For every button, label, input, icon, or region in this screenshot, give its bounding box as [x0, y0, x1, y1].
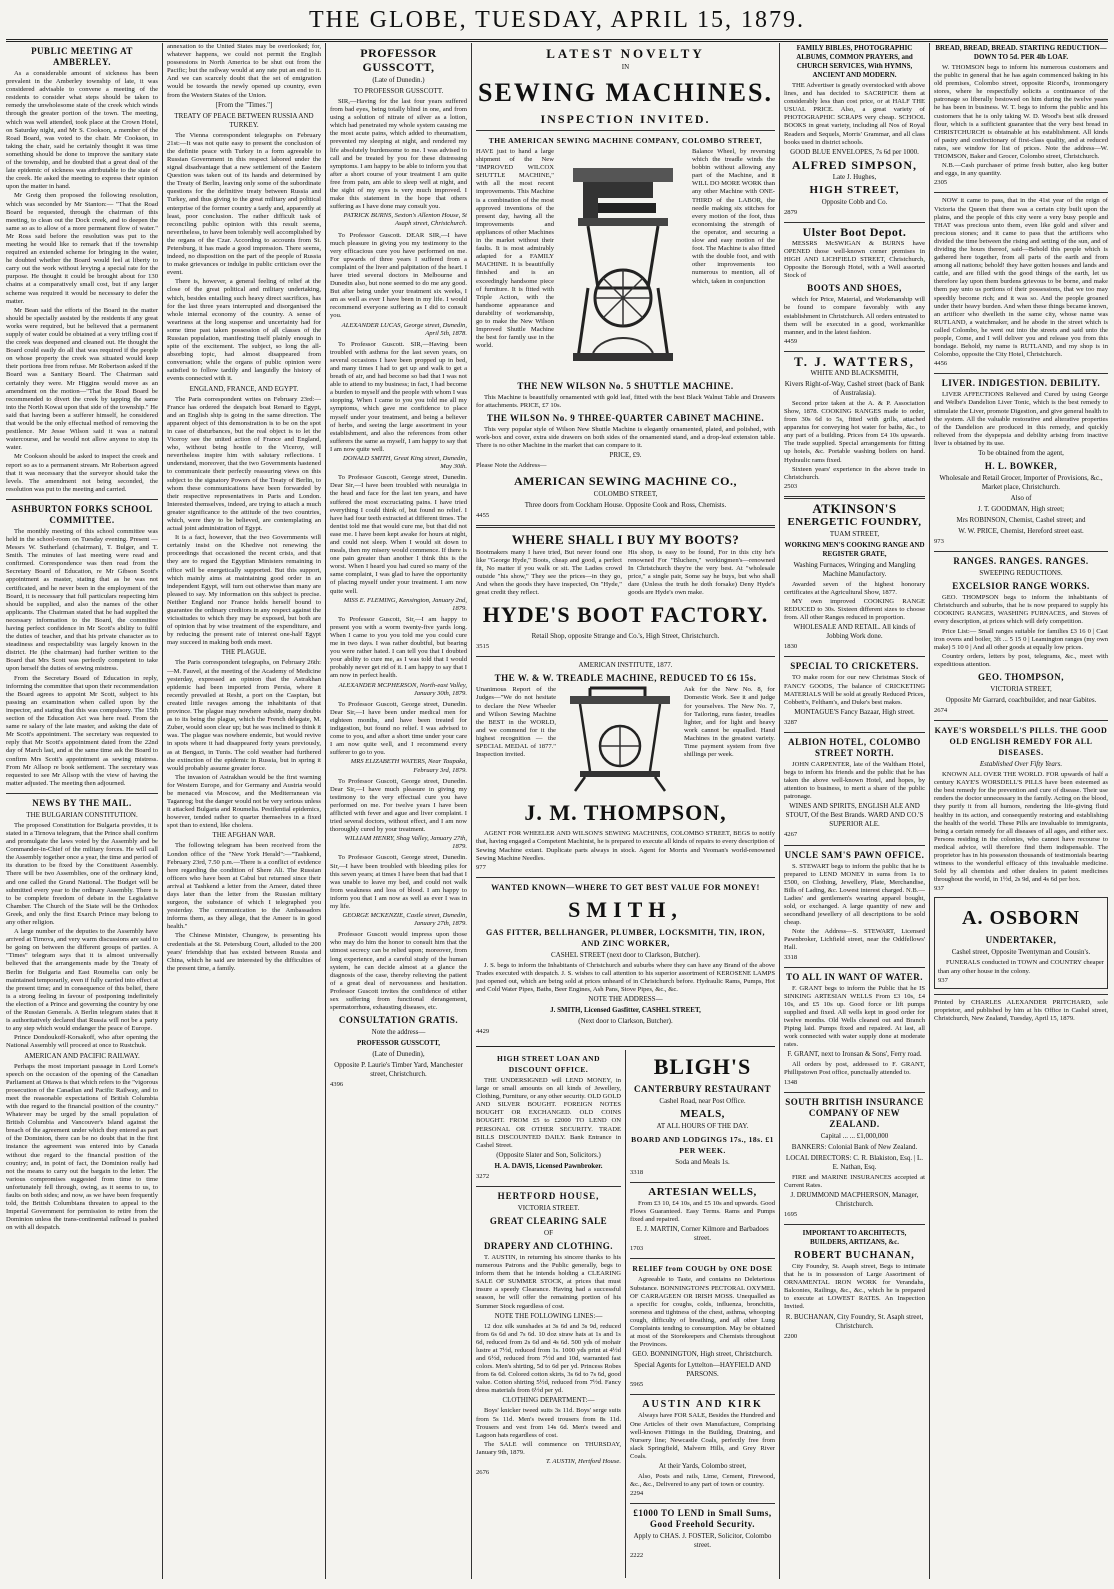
- ad-paragraph: Note the Address—S. STEWART, Licensed Pawnbroker, Lichfield street, near the Oddfellows' Hall.: [784, 928, 925, 952]
- ad-title-large: HYDE'S BOOT FACTORY.: [482, 602, 769, 628]
- ad-title: ENERGETIC FOUNDRY,: [787, 515, 922, 528]
- article-paragraph: The Paris correspondent telegraphs, on February 26th:—M. Fauvel, at the meeting of the Academy of Medicine yesterday, expressed an opinion that the Astrakhan epidemic had been imported from Persia, where it recently prevailed at Resht, a port on the Caspian, but created little ravages among the inhabitants of that province. The plague may nowhere subside, many doubts as to its being the plague, which the French delegate, M. Zuber, would soon clear up; but he was inclined to think it was. The plague was nowhere endemic, but would revive in spots where it had disappeared forty years previously, as at Bengazi, in Tunis. The cold weather had furthered the extinction of the epidemic in Russia, but in spring it would probably assume greater force.: [167, 659, 321, 772]
- ad-paragraph: Always have FOR SALE, Besides the Hundred and One Articles of their own Manufacture, Comprising well-known Fittings in the Building, Draining, and Nursery line; Newcastle Coals, perfectly free from slack Springfield, Malvern Hills, and Grey River Coals.: [630, 1412, 775, 1460]
- ad-heading: WORKING MEN'S COOKING RANGE AND REGISTER GRATE,: [784, 540, 925, 558]
- ad-heading: UNDERTAKER,: [985, 935, 1057, 946]
- ad-ref: 2294: [630, 1490, 644, 1498]
- ad-paragraph: This very popular style of Wilson New Shuttle Machine is elegantly ornamented, plated, and polished, with work-box and cover, extra side drawers on both sides of the ornamented stand, and a drop-leaf extension table. There is no other Machine in the market that can compare to it.: [476, 426, 775, 450]
- testimonial-text: To Professor Guscott, George street, Dunedin. Sir,—I have been troubled with bleeding piles for this seven years; at times I have been that bad that I was unable to leave my bed, and could not walk from weakness and loss of blood. I am happy to inform you that I am now as well as ever I was in my life.: [330, 854, 467, 910]
- testimonial-text: To Professor Guscott. SIR,—Having been troubled with asthma for the last seven years, on several occasions I have been propped up in bed, and many times I had to get up and walk to get a breath of air, and had become so bad that I was not able to attend to my business; in fact, I had become a burden to myself and the people with whom I was stopping. When I came to you you told me all my symptoms, which gave me confidence to place myself under your treatment, and being a believer of herbs, and seeing the large assortment in your establishment, and also the references from other sufferers the same as myself, I am happy to say that I am now quite well.: [330, 340, 467, 453]
- ad-title-large: BLIGH'S: [653, 1054, 752, 1079]
- divider: [6, 793, 158, 794]
- ad-subtitle: WHITE AND BLACKSMITH,: [810, 368, 899, 377]
- ad-paragraph: THE UNDERSIGNED will LEND MONEY, in large or small amounts on all kinds of Jewellery, Clothing, Furniture, or any other security. OLD GOLD AND SILVER BOUGHT. FOREIGN NOTES BOUGHT OR EXCHANGED. OLD COINS BOUGHT. FROM £5 to £2000 TO LEND ON PERSONAL OR OTHER SECURITY. TRADE BILLS DISCOUNTED DAILY. Bank Entrance in Cashel Street.: [476, 1077, 621, 1149]
- ad-signature: J. DRUMMOND MACPHERSON, Manager, Christchurch.: [790, 1190, 919, 1208]
- article-paragraph: Mr Bean said the efforts of the Board in the matter should be specially assisted by the residents if any great works were required, but he believed that a permanent supply of water could be obtained at a very trifling cost if the creek was deepened and cleaned out. He thought the Board could easily do all that was required if the people on whose property the creek was situated would keep their portions free from refuse. Mr Robertson asked if the Board was a Sanitary Board. The Chairman said certainly they were. Mr Higgins would move as an amendment on the motion—"That the Road Board be recommended to divert the creek by tapping the same into the North Kowai upon that side of the township." He said that having been a sufferer himself, he considered that would be the only effectual method of removing the pestilence. Mr Jesse Wilson said it was a natural watercourse, and he would not allow anyone to stop its water.: [6, 306, 158, 452]
- testimonial-signature: GEORGE MCKENZIE, Castle street, Dunedin, January 27th, 1879.: [342, 912, 467, 928]
- column-5: [784, 43, 925, 1579]
- ad-title: AUSTIN AND KIRK: [642, 1399, 763, 1411]
- ad-address: (Opposite Slater and Son, Solicitors.): [496, 1150, 601, 1159]
- ad-subheading: CLOTHING DEPARTMENT:—: [502, 1396, 595, 1405]
- ad-address: Opposite P. Laurie's Timber Yard, Manchester street, Christchurch.: [334, 1061, 463, 1079]
- divider: [476, 525, 775, 528]
- ad-heading: CONSULTATION GRATIS.: [338, 1015, 459, 1026]
- ad-paragraph: MESSRS McSWIGAN & BURNS have OPENED those well-known corner premises in HIGH AND LICHFIELD STREET, Christchurch, Opposite the Borough Hotel, with a Well assorted Stock of: [784, 239, 925, 280]
- divider: [934, 994, 1108, 995]
- ad-address: Opposite Cobb and Co.: [821, 197, 888, 206]
- treadle-machine-illustration: [560, 686, 680, 796]
- article-subheading: THE AFGHAN WAR.: [212, 831, 276, 840]
- article-paragraph: Perhaps the most important passage in Lord Lorne's speech on the occasion of the opening of the Canadian Parliament at Ottawa is that which refers to the "vigorous prosecution of the Canadian and Pacific Railway, and to meet the reasonable expectations of British Columbia with due regard to the financial position of the country." Whatever may be urged by the small population of British Columbia and Vancouver's Island against the breach of the agreement under which they entered as part of the Dominion, there can be no doubt that in the first instance the agreement was entered into by Canada without due regard to the financial position of the country; and, in point of fact, the Dominion really had not the means to carry out the bargain to the letter. The various compromises suggested from time to time unfortunately fell through, owing, as it seems to us, to faults on both sides; and now, as we have been frequently told, the British Columbians threaten to appeal to the Imperial Government for permission to retire from the Dominion unless the trans-continental railroad is pushed on with all despatch.: [6, 1062, 158, 1232]
- ad-heading: UNCLE SAM'S PAWN OFFICE.: [784, 849, 925, 860]
- ad-ref: 5965: [630, 1381, 644, 1389]
- testimonial-signature: ALEXANDER LUCAS, George street, Dunedin, April 5th, 1878.: [341, 321, 467, 337]
- ad-ref: 4455: [476, 511, 490, 519]
- ad-ref: 1695: [784, 1210, 798, 1218]
- ad-paragraph: HAVE just to hand a large shipment of the New "IMPROVED WILCOX SHUTTLE MACHINE," with all the most recent improvements. This Machine is a combination of the most approved inventions of the present day, having all the improvements and appliances of other Machines in the market without their faults. It is most admirably adapted for a FAMILY MACHINE. It is beautifully finished and is an exceedingly handsome piece of furniture. It is fitted with Triple Action, with the handsome appearance and durability of workmanship, go to make the New Wilson Improved Shuttle Machine the best for family use in the world.: [476, 148, 554, 350]
- masthead-title: THE GLOBE, TUESDAY, APRIL 15, 1879.: [308, 7, 806, 33]
- article-paragraph: The Vienna correspondent telegraphs on February 21st:—It was not quite easy to present the conclusion of the definite peace with Turkey in a form agreeable to Russian Government in this respect labored under the signal disadvantage that a new settlement of the Eastern Question was taken out of its hands and determined by the Treaty of Berlin, leaving only some of the subordinate questions for the definitive treaty between Russia and Turkey, and thus giving to the great military and political enterprise of the former country a tardy and, apparently at least, poor conclusion. The rather difficult task of reconciling public opinion with this result seems, nevertheless, to have been tolerably well accomplished by the organs of the Czar. According to accounts from St. Petersburg, it has made a good impression. There seems, indeed, no disposition on the part of the people of Russia to make grievances or indulge in public criticism over the event.: [167, 131, 321, 277]
- ad-paragraph: TO make room for our new Christmas Stock of FANCY GOODS, The balance of CRICKETING MATERIALS Will be sold at greatly Reduced Prices, Cobbett's, Feltham's, and Duke's best makes.: [784, 674, 925, 706]
- ad-heading: HIGH STREET LOAN AND DISCOUNT OFFICE.: [496, 1054, 600, 1074]
- ad-paragraph: Agreeable to Taste, and contains no Deleterious Substance. BONNINGTON'S PECTORAL OXYMEL OF CARRAGEEN OR IRISH MOSS. Unequalled as a specific for coughs, colds, influenza, bronchitis, soreness and tightness of the chest, asthma, whooping cough, difficulty of breathing, and all other Lung Complaints tending to consumption. May be obtained at most of the Storekeepers and Chemists throughout the Provinces.: [630, 1276, 775, 1349]
- article-headline: ASHBURTON FORKS SCHOOL COMMITTEE.: [11, 503, 153, 525]
- ad-address: (Late of Dunedin),: [372, 1050, 425, 1059]
- ad-heading: KAYE'S WORSDELL'S PILLS. THE GOOD OLD ENGLISH REMEDY FOR ALL DISEASES.: [934, 726, 1108, 758]
- divider: [934, 551, 1108, 552]
- imprint: Printed by CHARLES ALEXANDER PRITCHARD, sole proprietor, and published by him at his Office in Cashel street, Christchurch, New Zealand, Tuesday, April 15, 1879.: [934, 998, 1108, 1022]
- testimonial-text: To Professor Guscott. DEAR SIR,—I have much pleasure in giving you my testimony to the very efficacious cure you have performed on me. For upwards of three years I suffered from a complaint of the liver and palpitation of the heart. I have tried several doctors in Melbourne and Dunedin also, but none seemed to do me any good. But after being under your treatment six weeks, I am as well as ever I have been in my life. I would recommend everyone suffering as I did to consult you.: [330, 231, 467, 320]
- ad-heading: DRAPERY AND CLOTHING.: [483, 1240, 614, 1251]
- column-4-lower-right: [630, 1050, 775, 1578]
- ad-subtitle: WINES AND SPIRITS, ENGLISH ALE AND STOUT, Of the Best Brands. WARD AND CO.'S SUPERIOR ALE.: [785, 802, 924, 829]
- ad-heading: CANTERBURY RESTAURANT: [634, 1084, 771, 1094]
- article-paragraph: annexation to the United States may be overlooked; for, whatever happens, we could not permit the English possessions in North America to be shut out from the Pacific; but the railway would at any rate put an end to it. And we can scarcely doubt that the set of emigration would be towards the newly opened up country, even from the Western States of the Union.: [167, 43, 321, 99]
- ad-ref: 3318: [784, 953, 798, 961]
- ad-paragraph: City Foundry, St. Asaph street, Begs to intimate that he is in possession of Large Assortment of ORNAMENTAL IRON WORK for Verandahs, Balconies, Railings, &c., &c., which he is prepared to execute at LOWEST RATES. An Inspection Invited.: [784, 1262, 925, 1311]
- testimonial-signature: PATRICK BURNS, Sexton's Allenton House, St Asaph street, Christchurch.: [343, 212, 467, 228]
- ad-heading: NOTE THE ADDRESS—: [588, 995, 663, 1004]
- ad-ref: 3287: [784, 718, 798, 726]
- ad-heading: THE AMERICAN SEWING MACHINE COMPANY, COLOMBO STREET,: [488, 136, 763, 145]
- ad-paragraph: T. AUSTIN, in returning his sincere thanks to his numerous Patrons and the Public generally, begs to inform them that he intends holding a CLEARING SALE OF SUMMER STOCK, at prices that must insure a speedy Clearance. Having had a successful season, he will offer the remaining portion of his Summer Stock regardless of cost.: [476, 1253, 621, 1310]
- divider: [784, 656, 925, 657]
- column-rule: [162, 43, 163, 1579]
- article-subheading: THE BULGARIAN CONSTITUTION.: [26, 810, 138, 819]
- ad-paragraph: Balance Wheel, by reversing which the treadle winds the bobbin without allowing any part of the Machine, and it WILL DO MORE WORK than any other Machine with ONE-THIRD of the LABOR, the needle making six stitches for every motion of the foot, thus economising the strength of the operator, and securing a slow and easy motion of the foot. The Machine is also fitted with the double foot, and with other improvements too numerous to mention, all of which, taken in conjunction: [692, 148, 775, 285]
- ad-subtitle: Wholesale and Retail Grocer, Importer of Provisions, &c., Market place, Christchurch.: [939, 474, 1103, 492]
- ad-address: COLOMBO STREET,: [593, 489, 658, 498]
- ad-ref: 1348: [784, 1078, 798, 1086]
- testimonial-signature: WILLIAM HENRY, Shag Valley, January 27th, 1879.: [344, 835, 467, 851]
- testimonial-text: SIR,—Having for the last four years suffered from bad eyes, being totally blind in one, and from using a solution of nitrate of silver as a lotion, which had penetrated my whole system causing me the most acute pains, which added to rheumatism, prevented my sleeping at night, and rendered my life absolutely burdensome to me. I was advised to call and be treated by you for these distressing symptoms. I am happy to be able to inform you that after a short course of your treatment I am quite free from pain, am able to sleep well at night, and the sight of my eyes is very much improved. I make this statement in the hope that others suffering as I have done may consult you.: [330, 98, 467, 211]
- ad-title-large: SMITH,: [568, 896, 683, 922]
- masthead-rule: [6, 39, 1108, 40]
- ad-ref: 2674: [934, 706, 948, 714]
- ad-address: VICTORIA STREET.: [517, 1203, 580, 1212]
- ad-paragraph: Please Note the Address—: [476, 462, 547, 470]
- ad-heading: BREAD, BREAD, BREAD. STARTING REDUCTION—DOWN TO 5d. PER 4lb LOAF.: [935, 44, 1107, 61]
- ad-ref: 2200: [784, 1332, 798, 1340]
- ad-verse: His shop, is easy to be found, For in this city he's renowned For "Bluchers," workingmen's—renowned In Christchurch they're the very best. At "wholesale price," a single pair, Some say he buys, but who shall dare (Unless the truth he doth forsake) Deny Hyde's goods are Hyde's own make.: [628, 548, 775, 597]
- ad-heading: THE NEW WILSON No. 5 SHUTTLE MACHINE.: [517, 381, 734, 391]
- ad-heading: WANTED KNOWN—WHERE TO GET BEST VALUE FOR MONEY!: [491, 882, 760, 892]
- ad-ref: 2503: [784, 482, 798, 490]
- ad-heading: RELIEF from COUGH by ONE DOSE: [632, 1264, 773, 1274]
- ad-signature: F. GRANT, next to Ironsan & Sons', Ferry road.: [787, 1050, 922, 1059]
- ad-title: HERTFORD HOUSE,: [497, 1190, 600, 1201]
- ad-subtitle: LOCAL DIRECTORS: C. R. Blakiston, Esq. | L. E. Nathan, Esq.: [785, 1153, 924, 1171]
- ad-subtitle: Also of: [1010, 494, 1032, 503]
- ad-paragraph: Ask for the New No. 8, for Domestic Work. See it and judge for yourselves. The New No. 7, for Tailoring, runs faster, treadles lighter, and for light and heavy work cannot be equalled. Hand Machines in the greatest variety. Time payment system from five shillings per week.: [684, 686, 775, 759]
- ad-ref: 937: [938, 976, 948, 984]
- divider: [476, 877, 775, 878]
- ad-heading: FAMILY BIBLES, PHOTOGRAPHIC ALBUMS, COMMON PRAYERS, and CHURCH SERVICES, With HYMNS, ANCIENT AND MODERN.: [796, 44, 913, 79]
- ad-subtitle: AMERICAN INSTITUTE, 1877.: [578, 661, 673, 670]
- ad-signature: H. A. DAVIS, Licensed Pawnbroker.: [494, 1161, 603, 1170]
- ad-subtitle: GOOD BLUE ENVELOPES, 7s 6d per 1000.: [790, 147, 919, 156]
- ad-heading: SOUTH BRITISH INSURANCE COMPANY OF NEW ZEALAND.: [785, 1096, 924, 1129]
- divider: [934, 192, 1108, 193]
- ad-heading: TO ALL IN WANT OF WATER.: [786, 971, 923, 982]
- article-subheading: ENGLAND, FRANCE, AND EGYPT.: [189, 384, 299, 393]
- ad-paragraph: KNOWN ALL OVER THE WORLD. FOR upwards of half a century KAYE'S WORSDELL'S PILLS have been esteemed as the best remedy for the prevention and cure of disease. Their use renders the doctor unnecessary in the family. Acting on the blood, they purify it from all humors, rendering the life-giving fluid healthy in its action, and consequently restoring and establishing the health of the world. These Pills are invaluable to immigrants, being a certain remedy for all diseases of all ages, and either sex. Persons residing in the colonies, who cannot have recourse to medical advice, will therefore find them indispensable. The proprietor has in his possession thousands of testimonials bearing witness to the wonderful efficacy of this invaluable medicine. Sold by all chemists and other dealers in patent medicines throughout the world, in 1½d, 2s 9d, and 4s 6d per box.: [934, 771, 1108, 884]
- ad-signature: GEO. THOMPSON,: [977, 671, 1065, 682]
- ad-ref: 2676: [476, 1469, 490, 1477]
- ad-subtitle: To be obtained from the agent,: [978, 449, 1064, 458]
- testimonial-text: To Professor Guscott, George street, Dunedin. Dear Sir,—I have been under medical men for eighteen months, and have been treated for indigestion, but found no relief. I was advised to come to you, and after a short time under your care I am now quite well, and I recommend every sufferer to go to you.: [330, 700, 467, 757]
- article-paragraph: The Paris correspondent writes on February 23rd:—France has ordered the despatch boat Renard to Egypt, and an English ship is going in the same direction. The apparent object of this demonstration is to be on the spot in case of disturbances, but the real object is to let the Viceroy see the united action of France and England, who, without being hostile to the Viceroy, will nevertheless inspire him with salutary reflections. I understand, moreover, that the two Governments hastened to communicate their perfectly reassuring views on this subject to the signatory Powers of the Treaty of Berlin, to whom these communications have been forwarded by their respective representatives in Paris and London. Interested themselves, indeed, are trying to attach a much greater significance to the attitude of the two countries, which, were they to be believed, are contemplating an actual joint administration of Egypt.: [167, 395, 321, 533]
- ad-ref: 977: [476, 863, 486, 871]
- ad-heading: EXCELSIOR RANGE WORKS.: [952, 581, 1090, 592]
- ad-signature: J. SMITH, Licensed Gasfitter, CASHEL STREET,: [550, 1006, 701, 1015]
- ad-paragraph: which for Price, Material, and Workmanship will be found to compare favorably with any establishment in Christchurch. All orders entrusted to them will be executed in a good, workmanlike manner, and in the latest fashion.: [784, 296, 925, 336]
- ad-paragraph: Country orders, letters by post, telegrams, &c., meet with expeditious attention.: [934, 652, 1108, 668]
- ad-signature: MONTAGUE'S Fancy Bazaar, High street.: [794, 707, 915, 716]
- ad-title: ROBERT BUCHANAN,: [794, 1249, 915, 1261]
- ad-heading: GREAT CLEARING SALE: [489, 1215, 608, 1226]
- article-paragraph: As a considerable amount of sickness has been prevalent in the Amberley township of late, it was considered advisable to convene a meeting of the residents to consider what steps should be taken to remedy the unwholesome state of the creek which winds through the greater portion of the town. The meeting, which was well attended, took place at the Crown Hotel, on Saturday night, and Mr S. Cookson, a member of the Road Board, was voted to the chair. Mr Cookson, in taking the chair, said he certainly thought it was time something should be done to improve the sanitary state of the township, and he doubted that a great deal of the late epidemic of sickness was attributable to the state of the creek. He asked the meeting to express their opinion upon the matter in hand.: [6, 70, 158, 191]
- ad-paragraph: N.B.—Cash purchaser of prime fresh butter, also keg butter and eggs, in any quantity.: [934, 162, 1108, 178]
- divider: [476, 1186, 621, 1187]
- ad-paragraph: LIVER AFFECTIONS Relieved and Cured by using George and Welbe's Dandelion Liver Tonic, which is the best remedy to stimulate the Liver, promote Digestion, and give general health to the system. All the valuable restorative and alterative properties of the Dandelion are produced in this remedy, and quickly relieved from the dyspepsia and debility arising from inactive liver is obtained by its use.: [934, 391, 1108, 447]
- article-paragraph: Mr Cookson should be asked to inspect the creek and report so as to a permanent stream. Mr Robertson agreed that it was necessary that the surveyor should take the levels. The amendment not being seconded, the resolution was put to the meeting and carried.: [6, 453, 158, 493]
- column-1: [6, 43, 158, 1579]
- ad-address: Cashel Road, near Post Office.: [659, 1097, 746, 1105]
- ad-heading: GAS FITTER, BELLHANGER, PLUMBER, LOCKSMITH, TIN, IRON, AND ZINC WORKER,: [486, 927, 765, 948]
- ad-signature: E. J. MARTIN, Corner Kilmore and Barbadoes street.: [636, 1225, 769, 1243]
- ad-paragraph: FIRE and MARINE INSURANCES accepted at Current Rates.: [784, 1173, 925, 1189]
- ad-heading: TO PROFESSOR GUSSCOTT.: [353, 87, 444, 95]
- ad-heading: THE W. & W. TREADLE MACHINE, REDUCED TO £6 15s.: [494, 673, 757, 684]
- divider: [784, 351, 925, 352]
- ad-subheading: NOTE THE FOLLOWING LINES:—: [494, 1311, 603, 1320]
- divider: [784, 1092, 925, 1093]
- divider: [630, 1503, 775, 1504]
- divider: [784, 845, 925, 846]
- ad-subtitle: Soda and Meals 1s.: [675, 1158, 730, 1166]
- article-paragraph: It is a fact, however, that the two Governments will certainly insist on the Khedive not renewing the proceedings that occasioned the recent crisis, and that they are to regard the Egyptian Ministers remaining in office will be energetically supported. But this support, which mainly aims at maintaining good order in an independent Egypt, will turn out otherwise than many are pleased to say. My information on this subject is precise. Neither England nor France holds herself bound to guarantee the ordinary creditors in any respect against the vicissitudes to which they may be exposed, but both are of opinion that by wise treatment of the expenditure, and by reducing the present rate of interest one-half Egypt may succeed in making both ends meet.: [167, 534, 321, 647]
- ad-title: LATEST NOVELTY: [546, 46, 705, 61]
- ad-heading: BOOTS AND SHOES,: [807, 283, 902, 294]
- ad-signature: Apply to CHAS. J. FOSTER, Solicitor, Colombo street.: [633, 1532, 772, 1550]
- ad-ref: 2879: [784, 208, 798, 216]
- column-rule: [779, 43, 780, 1579]
- ad-paragraph: The SALE will commence on THURSDAY, January 9th, 1879.: [476, 1440, 621, 1456]
- ad-title: ARTESIAN WELLS,: [648, 1186, 757, 1199]
- ad-paragraph: S. STEWART begs to inform the public that he is prepared to LEND MONEY in sums from 1s to £500, on Clothing, Jewellery, Plate, Merchandise, Bills of Lading, &c. Lowest interest charged. N.B.—Ladies' and gentlemen's wearing apparel bought, sold, or exchanged. A large quantity of new and secondhand jewellery of all descriptions to be sold cheap.: [784, 862, 925, 927]
- ad-subtitle: Established Over Fifty Years.: [979, 760, 1063, 769]
- ad-address: Cashel street, Opposite Twentyman and Cousin's.: [951, 948, 1091, 957]
- ad-title: ATKINSON'S: [812, 500, 897, 516]
- ad-ref: 4396: [330, 1081, 344, 1089]
- ad-address: CASHEL STREET (next door to Clarkson, Butcher).: [551, 950, 700, 959]
- article-paragraph: The proposed Constitution for Bulgaria provides, it is stated in a Tirnova telegram, that the Prince shall confirm and promulgate the laws voted by the Assembly and be Commander-in-Chief of the military forces. He will call the Assembly together once a year, the time and period of its duration to be fixed by the Constituent Assembly. There will be two Assemblies, one of the ordinary kind, and one called the Grand National. The Budget will be submitted every year to the ordinary Assembly. There is to be complete freedom of debate in the Legislative Chamber. The Church of the State will be the Orthodox Greek, and only the first Exarch Prince may belong to any other religion.: [6, 821, 158, 926]
- sewing-machine-illustration: [558, 148, 688, 378]
- ad-title-large: A. OSBORN: [962, 907, 1080, 930]
- ad-subtitle: J. T. GOODMAN, High street;: [977, 505, 1065, 514]
- ad-paragraph: Awarded seven of the highest honorary certificates at the Agricultural Show, 1877.: [784, 580, 925, 596]
- column-4: [476, 43, 775, 1048]
- divider: [630, 1182, 775, 1183]
- masthead: [0, 0, 1114, 40]
- column-rule: [929, 43, 930, 1579]
- ad-paragraph: FUNERALS conducted in TOWN and COUNTRY cheaper than any other house in the colony.: [938, 959, 1104, 975]
- divider: [630, 1394, 775, 1395]
- divider: [784, 967, 925, 968]
- ad-ref: 4429: [476, 1028, 490, 1036]
- article-subheading: TREATY OF PEACE BETWEEN RUSSIA AND TURKEY.: [174, 111, 314, 129]
- ad-paragraph: Also, Posts and rails, Lime, Cement, Firewood, &c., &c., Delivered to any part of town or country.: [630, 1472, 775, 1489]
- testimonial-text: To Professor Guscott, George street, Dunedin. Dear Sir,—I have been troubled with neuralgia in the head and face for the last ten years, and have suffered the most excruciating pains. I have tried everything I could think of, but found no relief. I have had four teeth extracted at different times. The dentist told me that would cure me, but that did not ease me. I have been kept awake for hours at night, and could not sleep. When I would sit down to meals, then my misery would commence. If there is one pain greater than another I think this is the worst. When I heard you had cured so many of the same complaint, I was glad to have the opportunity of placing myself under your treatment. I am now quite well.: [330, 474, 467, 595]
- divider: [934, 373, 1108, 374]
- ad-ref: 4267: [784, 831, 798, 839]
- ad-address: VICTORIA STREET,: [990, 684, 1052, 693]
- ad-signature: GEO. BONNINGTON, High street, Christchurch.: [632, 1350, 773, 1359]
- ad-paragraph: THE Advertiser is greatly overstocked with above lines, and has decided to SACRIFICE them at considerably less than cost price, or at HALF THE USUAL PRICE. Also, a great variety of PHOTOGRAPHIC SCRAPS very cheap. SCHOOL BOOKS in great variety, including all Nos of Royal Readers and Sequels, Morris' Grammar, and all class books used in district schools.: [784, 82, 925, 146]
- ad-title-large: SEWING MACHINES.: [478, 78, 773, 107]
- undertaker-ad: [934, 897, 1108, 988]
- ad-subtitle: (Late of Dunedin.): [372, 76, 425, 84]
- ad-ref: 2222: [630, 1552, 644, 1560]
- ad-subtitle: W. W. PRICE, Chemist, Hereford street east.: [958, 527, 1084, 536]
- column-4-lower-left: [476, 1050, 621, 1578]
- ad-ref: 937: [934, 885, 944, 893]
- article-subheading: AMERICAN AND PACIFIC RAILWAY.: [24, 1051, 140, 1060]
- ad-address: Retail Shop, opposite Strange and Co.'s, High Street, Christchurch.: [531, 632, 720, 641]
- column-rule: [325, 43, 326, 1579]
- divider: [784, 222, 925, 223]
- divider: [6, 499, 158, 500]
- ad-verse: Bootmakers many I have tried, But never found one like "George Hyde," Boots, cheap and good, a perfect fit, No matter if you walk or sit. The Ladies crowd outside "his show," They see the prices—in they go, And when the goods they have inspected, On "Hyde," great credit they reflect.: [476, 548, 622, 597]
- article-paragraph: The following telegram has been received from the London office of the "New York Herald":—"Tashkend, February 23rd, 7.50 p.m.—There is a conflict of evidence here regarding the condition of Shere Ali. The Russian officers who have been at Cabul but returned since their arrival at Tashkend a letter from the Ameer, dated three days later than the letter from the Russian military surgeon, the substance of which I telegraphed you yesterday. The communication to the Ambassadors informs them, as they allege, that the Ameer is in good health.": [167, 842, 321, 931]
- ad-heading: LIVER. INDIGESTION. DEBILITY.: [941, 378, 1101, 389]
- ad-address: Note the address—: [371, 1028, 426, 1037]
- ad-paragraph: JOHN CARPENTER, late of the Waltham Hotel, begs to inform his friends and the public that he has taken the above well-known Hotel, and hopes, by attention to business, to merit a share of the public patronage.: [784, 760, 925, 801]
- article-paragraph: A large number of the deputies to the Assembly have arrived at Tirnova, and very warm discussions are said to be going on between the different groups of parties. A "Times" telegram says that it is almost universally believed that the arrangements made by the Treaty of Berlin for Bulgaria and East Roumelia can only be maintained temporarily, even if fully carried into effect at the present time; and in consequence of this belief, there is a strong feeling in favour of postponing indefinitely the election of a Prince and governing the country by one of the Russian Generals. A Berlin telegram states that it is authoritatively declared that Russia will not be a party to any step which would endanger the peace of Europe.: [6, 928, 158, 1033]
- ad-heading: RANGES. RANGES. RANGES.: [953, 556, 1089, 567]
- column-rule: [625, 1050, 626, 1578]
- masthead-rule-2: [6, 41, 1108, 42]
- ad-paragraph: MY own improved COOKING RANGE REDUCED to 30s. Sixteen different sizes to choose from. All other Ranges reduced in proportion.: [784, 598, 925, 622]
- sewing-machine-icon: [558, 148, 688, 378]
- testimonial-signature: ALEXANDER MCPHERSON, North-east Valley, January 30th, 1879.: [338, 681, 467, 697]
- ad-ref: 973: [934, 538, 944, 546]
- ad-ref: 1830: [784, 643, 798, 651]
- ad-title: Ulster Boot Depot.: [802, 224, 907, 239]
- ad-price: PRICE, £9.: [609, 451, 642, 460]
- ad-paragraph: 12 doz silk sunshades at 3s 6d and 3s 9d, reduced from 6s 6d and 7s 6d. 10 doz straw hats at 1s and 1s 6d, reduced from 2s 6d and 4s 6d. 500 yds of mohair lustre at 7½d, reduced from 1s. 1000 yds print at 4½d and 6½d, reduced from 7½d and 10d, warranted fast colors. Men's shirting, 5d to 6d per yd. Princess Robes from 6s 6d. Colored cotton skirts, 3s 6d to 7s 6d, good value. Cotton shirting 5½d, reduced from 7½d. Fancy dress materials from 6½d per yd.: [476, 1322, 621, 1395]
- ad-address: PROFESSOR GUSSCOTT,: [356, 1039, 441, 1048]
- ad-signature: T. AUSTIN, Hertford House.: [546, 1458, 621, 1465]
- ad-title: T. J. WATTERS,: [794, 353, 915, 369]
- ad-heading: THE WILSON No. 9 THREE-QUARTER CABINET MACHINE.: [486, 413, 765, 424]
- divider: [476, 656, 775, 657]
- ad-ref: 1703: [630, 1245, 644, 1253]
- ad-subtitle: IN: [621, 63, 630, 71]
- ad-subtitle: Mrs ROBINSON, Chemist, Cashel street; and: [956, 516, 1086, 525]
- divider: [476, 130, 775, 131]
- testimonial-signature: DONALD SMITH, Great King street, Dunedin, May 30th.: [342, 455, 467, 471]
- ad-address: Kivers Right-of-Way, Cashel street (back of Bank of Australasia).: [784, 379, 925, 397]
- column-rule: [471, 43, 472, 1579]
- article-headline: NEWS BY THE MAIL.: [32, 797, 132, 808]
- ad-address: Three doors from Cockham House. Opposite Cook and Ross, Chemists.: [524, 500, 727, 509]
- ad-paragraph: NOW it came to pass, that in the 41st year of the reign of Victoria the Queen that there was a certain city built upon the plains, and the people of this city were a very busy people and THAT was precious unto them, even like gold and silver and precious stones; and it came to pass that the artificers who divided the time between the rising and setting of the sun, and of dividing the hours thereof, said—Behold this people which is gathered here together, from all parts of the earth and from among all nations; behold! they have gotten houses and lands and cattle, and are filled with the good things of the earth, let us therefore lay upon them burdens grievous to be borne, and make them pay unto us portions of their possessions, that we too may speedily become rich; and it was so. And the people groaned under their heavy burden. And when these things became known, an artificer who dwelleth in the same city, whose name was RUTLAND, a watchmaker, and he abode in the street which is called Colombo, he went out into the streets and said unto the people, Come, and I will deliver you and release you from this bondage. Behold, my name is RUTLAND, and my shop is in Colombo, opposite the City Hotel, Christchurch.: [934, 197, 1108, 359]
- article-paragraph: The invasion of Astrakhan would be the first warning for Western Europe, and for Germany and Austria would be menaced via Moscow, and the Mediterranean via Taganrog; but the danger would not be very serious unless it attacked Bulgaria and Roumelia. Pestilential epidemics, however, tended rather to quarter themselves in a fixed spot than to extend, like cholera.: [167, 773, 321, 830]
- ad-paragraph: This Machine is beautifully ornamented with gold leaf, fitted with the best Black Walnut Table and Drawers for attachments. PRICE, £7 10s.: [476, 394, 775, 410]
- divider: [630, 1258, 775, 1259]
- ad-title: ALFRED SIMPSON,: [791, 157, 917, 172]
- ad-paragraph: All orders by post, addressed to F. GRANT, Phillipstown Post office, punctually attended to.: [784, 1061, 925, 1077]
- article-paragraph: From the Secretary Board of Education in reply, informing the committee that upon their recommendation the Board agrees to appoint Mr Scott, subject to his passing an examination when called upon by the inspector, and stating that this was compulsory. The 15th section of the Education Act was here read. From the same re salary of the late master, and asking the date of Mr Scott's appointment. The secretary was requested to reply that Mr Scott's appointment dated from the 22nd day of March last, and at the same time ask the Board to confirm Mrs Scott's appointment as sewing mistress. From Mr Allsop re book settlement. The secretary was requested to see Mr Allsop with the view of having the matter adjusted. The meeting then adjourned.: [6, 674, 158, 787]
- article-paragraph: There is, however, a general feeling of relief at the close of the great political and military undertaking, which, besides entailing such heavy direct sacrifices, has for the last three years interrupted and disorganised the whole internal economy of the country. A sense of weariness at the long suspense and uncertainty had for some time past taken possession of all classes of the Russian population, manifesting itself plainly enough in spite of the excitement. The subject, so long the all-absorbing topic, had almost disappeared from conversation; while the organs of public opinion were satisfied to follow tardily and languidly the history of events connected with it.: [167, 278, 321, 383]
- ad-address: Opposite Mr Garrard, coachbuilder, and near Gabites.: [945, 695, 1097, 704]
- ad-subtitle: Capital ... ... £1,000,000: [820, 1131, 889, 1140]
- ad-paragraph: AGENT FOR WHEELER AND WILSON'S SEWING MACHINES, COLOMBO STREET, BEGS to notify that, having engaged a Competent Machinist, he is prepared to execute all kinds of repairs to every description of Sewing Machine extant. Duplicate parts always in stock. Agent for Morris and Yeoman's world-renowned Sewing Machine Needles.: [476, 830, 775, 862]
- ad-paragraph: W. THOMSON begs to inform his numerous customers and the public in general that he has again commenced baking in his old premises, Colombo street, opposite Ricord's, ironmongery stores, where he respectfully solicits a continuance of the patronage so liberally bestowed on him during the twelve years he has been in business. W. T. begs to inform the public and his customers that he is only taking W. D. Wood's best silk dressed flour, which is a sufficient guarantee that the very best bread in CHRISTCHURCH is obtainable at his establishment. All kinds of pastry and confectionary of first-class quality, and at reduced rates, see window for list of prices. Note the address—W. THOMSON, Baker and Grocer, Colombo street, Christchurch.: [934, 64, 1108, 161]
- ad-paragraph: Second prize taken at the A. & P. Association Show, 1878. COOKING RANGES made to order, from 30s 6d to 5s, fitted with grills, attached apparatus for conveying hot water for baths, &c., to any part of a building. Prices from £4 10s upwards. The trade supplied. Special arrangements for fitting up hotels, &c. Portable washing boilers on hand. Hydraulic rams fixed.: [784, 399, 925, 464]
- ad-signature: R. BUCHANAN, City Foundry, St. Asaph street, Christchurch.: [785, 1312, 924, 1330]
- ad-subtitle: WHOLESALE AND RETAIL. All kinds of Jobbing Work done.: [793, 623, 916, 641]
- article-paragraph: The Chinese Minister, Chungow, is presenting his credentials at the St. Petersburg Court, alluded to the 200 years' friendship that has existed between Russia and China, which he said are interested by the difficulties of the present time, a family.: [167, 932, 321, 972]
- ad-ref: 3318: [630, 1169, 644, 1176]
- article-headline: PUBLIC MEETING AT AMBERLEY.: [31, 46, 133, 67]
- column-2: [167, 43, 321, 1579]
- ad-heading: HIGH STREET,: [809, 183, 900, 196]
- testimonial-text: To Professor Guscott, George street, Dunedin. Dear Sir,—I have much pleasure in giving my testimony to the very effectual cure you have performed on me. For twelve years I have been afflicted with fever and ague and liver complaint. I tried several doctors, without effect, and I am now thoroughly cured by your treatment.: [330, 777, 467, 834]
- ad-paragraph: Price List:— Small ranges suitable for families £3 16 0 | Cast iron ovens and boiler, 3ft ... 5 15 0 | Leamington ranges (my own make) 5 10 0 | And all other goods at equally low prices.: [934, 627, 1108, 651]
- ad-paragraph: Professor Guscott would impress upon those who may do him the honor to consult him that the utmost secrecy can be relied upon; moreover, from long experience, and a careful study of the human system, he can decide almost at a glance the diagnosis of the case, thereby relieving the patient of a great deal of nervousness and hesitation. Professor Guscott invites the confidence of either sex suffering from functional derangement, spermatorrhœa, exhausting diseases, etc.: [330, 931, 467, 1012]
- ad-heading: £1000 TO LEND in Small Sums, Good Freehold Security.: [633, 1508, 772, 1530]
- ad-ref: 4459: [784, 337, 798, 345]
- testimonial-list: [330, 98, 467, 928]
- ad-address: TUAM STREET,: [829, 529, 880, 538]
- article-subheading: THE PLAGUE.: [221, 648, 267, 657]
- ad-subtitle: BANKERS: Colonial Bank of New Zealand.: [791, 1142, 918, 1151]
- ad-heading: BOARD AND LODGINGS 17s., 18s. £1 PER WEEK.: [631, 1135, 774, 1155]
- ad-heading: IMPORTANT TO ARCHITECTS, BUILDERS, ARTIZANS, &c.: [802, 1228, 907, 1246]
- ad-title-large: J. M. THOMPSON,: [524, 800, 727, 826]
- ad-ref: 2305: [934, 179, 948, 187]
- section-rule: [476, 1046, 775, 1047]
- ad-heading: MEALS,: [680, 1108, 725, 1120]
- testimonial-text: To Professor Guscott, Sir,—I am happy to present you with a worm twenty-five yards long. When I came to you you told me you could cure me in two days. I was rather doubtful, but bearing you were rather hated. I can tell you that I doubted your ability to cure me, as I was told that I would probably never get rid of it. I am happy to say that I am now in perfect health.: [330, 615, 467, 680]
- article-paragraph: Prince Dondoukoff-Korsakoff, who after opening the National Assembly will proceed at once to Rustchuk.: [6, 1034, 158, 1050]
- testimonial-signature: MRS ELIZABETH WATERS, Near Taupaka, February 3rd, 1879.: [350, 758, 467, 774]
- ad-heading: SPECIAL TO CRICKETERS.: [790, 661, 919, 672]
- ad-title: WHERE SHALL I BUY MY BOOTS?: [511, 531, 740, 547]
- ad-paragraph: Sixteen years' experience in the above trade in Christchurch.: [784, 465, 925, 481]
- ad-subtitle: INSPECTION INVITED.: [540, 112, 711, 126]
- ad-paragraph: Boys' knicker tweed suits 3s 11d. Boys' serge suits from 5s 11d. Men's tweed trousers from 8s 11d. Trousers and vest from 14s 6d. Men's tweed and Lagoon hats regardless of cost.: [476, 1407, 621, 1439]
- article-paragraph: Mr Greig then proposed the following resolution, which was seconded by Mr Stanton:— "That the Road Board be requested, through the chairman of this meeting, to clean out the Dock creek, and to deepen the same so as to allow of a more permanent flow of water." Mr Ross said before the resolution was put to the meeting he would like to remark that if the township required an extended scheme for bringing in the water, he doubted whether the Board would feel at liberty to carry out the work without levying a special rate for the purpose. He thought it could be brought about for 130 chains at a comparatively small cost, but if any larger scheme was required it would be necessary to defer the matter.: [6, 192, 158, 305]
- ad-heading: H. L. BOWKER,: [984, 461, 1058, 472]
- ad-paragraph: GEO. THOMPSON begs to inform the inhabitants of Christchurch and suburbs, that he is now prepared to supply his COOKING RANGES, WASHING FURNACES, and Stoves of every description, at prices which will defy competition.: [934, 594, 1108, 626]
- ad-subtitle: Washing Furnaces, Wringing and Mangling Machine Manufactory.: [793, 560, 916, 578]
- article-paragraph: The monthly meeting of this school committee was held in the school-room on Tuesday evening. Present — Messrs W. Sutherland (chairman), T. Bulger, and T. Smith. The minutes of last meeting were read and confirmed. Correspondence was then read from the Secretary Board of Education, re Mr Gibson Scott's appointment as master, stating that as he was not certificated, and he never been in the employment of the Board, it is necessary that full particulars respecting him should be supplied, and also the names of the other applicants. The Chairman stated that he had supplied the necessary information to the Board, the committee having perfect confidence in Mr Scott's ability to fulfil the duties of teacher, and that his private character as to steadiness and respectability was largely known in the district. He (the chairman) had further written to the Board that Mrs Scott was perfectly competent to take upon herself the duties of sewing mistress.: [6, 527, 158, 673]
- ad-paragraph: Unanimous Report of the Judges—"We do not hesitate to declare the New Wheeler and Wilson Sewing Machine the BEST in the WORLD, and we commend for it the highest recognition — the SPECIAL MEDAL of 1877." Inspection invited.: [476, 686, 556, 759]
- ad-address: (Next door to Clarkson, Butcher).: [578, 1017, 673, 1026]
- ad-subtitle: SWEEPING REDUCTIONS.: [979, 569, 1063, 578]
- ad-subtitle: OF: [544, 1228, 553, 1237]
- column-3: [330, 43, 467, 1579]
- ad-paragraph: From £3 10, £4 10s, and £5 10s and upwards. Good Flows Guaranteed. Easy Terms. Rams and Pumps fixed and repaired.: [630, 1200, 775, 1224]
- ad-subtitle: Late J. Hughes,: [832, 172, 877, 181]
- ad-address: Special Agents for Lyttelton—HAYFIELD AND PARSONS.: [634, 1361, 771, 1379]
- ad-address: At their Yards, Colombo street,: [658, 1461, 747, 1470]
- divider: [784, 1224, 925, 1225]
- column-6: [934, 43, 1108, 1579]
- ad-ref: 3515: [476, 643, 490, 651]
- article-source: [From the "Times."]: [215, 100, 273, 109]
- treadle-machine-icon: [560, 686, 680, 796]
- ad-ref: 3272: [476, 1172, 490, 1180]
- divider: [784, 732, 925, 733]
- testimonial-signature: MISS E. FLEMING, Kensington, January 2nd, 1879.: [343, 596, 467, 612]
- ad-title: PROFESSOR GUSSCOTT,: [360, 46, 437, 74]
- ad-company-name: AMERICAN SEWING MACHINE CO.,: [513, 473, 737, 488]
- ad-paragraph: J. S. begs to inform the Inhabitants of Christchurch and suburbs where they can have any Brand of the above Trades executed with despatch. J. S. wishes to call attention to his superior assortment of KEROSENE LAMPS just opened out, which are being sold at prices unheard of in Christchurch before. Hydraulic Rams, Pumps, Hot and Cold Water Pipes, Baths, Beer Engines, Ash Pans, Stove Pipes, &c., &c.: [476, 961, 775, 994]
- ad-subtitle: AT ALL HOURS OF THE DAY.: [656, 1122, 749, 1130]
- ad-paragraph: F. GRANT begs to inform the Public that he IS SINKING ARTESIAN WELLS From £3 10s, £4 10s, and £5 10s up. Good force or lift pumps supplied and fixed. All wells kept in good order for twelve months. Old Wells cleaned out and Branch Piping laid. Pumps fixed and repaired. At last, all work connected with water supply done at moderate rates.: [784, 984, 925, 1049]
- divider: [934, 720, 1108, 721]
- ad-ref: 4456: [934, 360, 948, 368]
- ad-heading: ALBION HOTEL, COLOMBO STREET NORTH.: [788, 736, 921, 758]
- divider: [784, 496, 925, 499]
